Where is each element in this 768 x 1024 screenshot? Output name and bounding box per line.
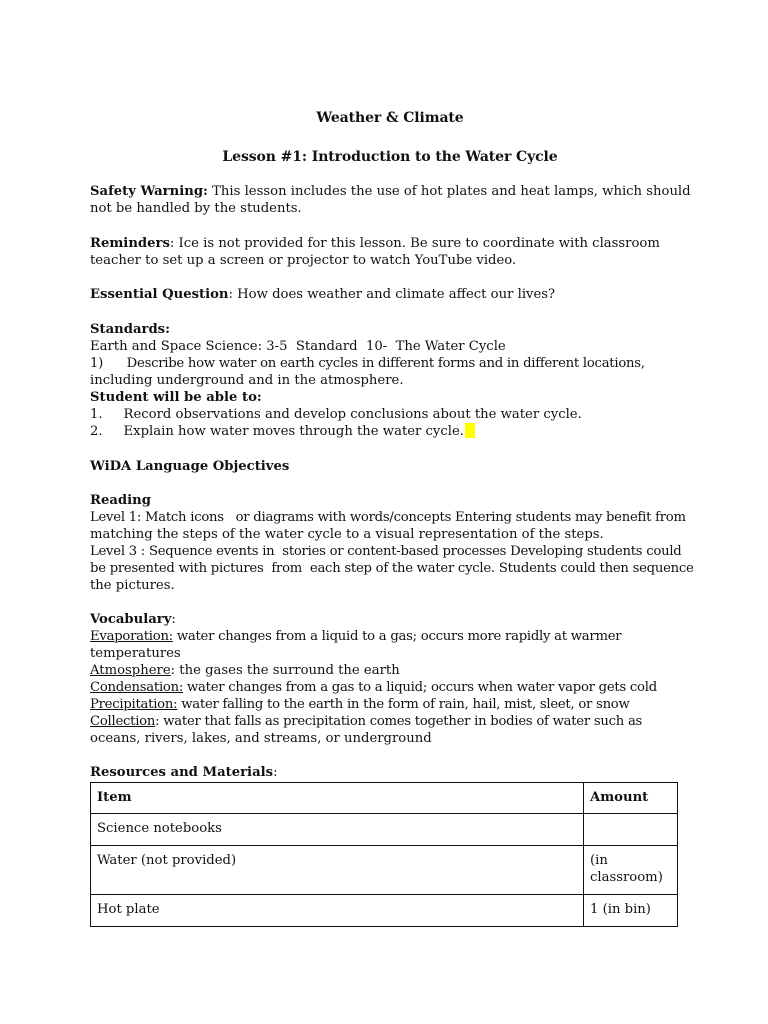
swbat-item-1: 1. Record observations and develop conclusions about the water cycle. <box>90 407 582 422</box>
swbat-heading: Student will be able to <box>90 390 257 405</box>
safety-text-line1: This lesson includes the use of hot plates and heat lamps, which should <box>212 184 691 199</box>
safety-warning-section <box>90 183 690 217</box>
reading-level1-line2: matching the steps of the water cycle to a visual representation of the steps. <box>90 527 604 542</box>
reading-level3-line1: Level 3 : Sequence events in stories or content-based processes Developing students could <box>90 544 682 559</box>
table-cell-item: Hot plate <box>91 895 584 927</box>
essential-colon: : <box>228 287 233 302</box>
essential-question-label: Essential Question <box>90 287 229 302</box>
safety-text-line2: not be handled by the students. <box>90 201 302 216</box>
vocabulary-section <box>90 611 690 747</box>
resources-colon: : <box>273 765 278 780</box>
table-cell-amount <box>584 814 678 846</box>
vocab-term-condensation: Condensation: <box>90 680 184 695</box>
resources-section <box>90 764 690 781</box>
standards-item-line2: including underground and in the atmosphere. <box>90 373 404 388</box>
resources-heading: Resources and Materials <box>90 765 274 780</box>
swbat-item-2: 2. Explain how water moves through the water cycle. <box>90 424 464 439</box>
swbat-section <box>90 389 690 440</box>
vocab-def-evaporation: water changes from a liquid to a gas; occurs more rapidly at warmer <box>172 629 622 644</box>
essential-question-section <box>90 286 690 303</box>
reminders-text-line1: Ice is not provided for this lesson. Be sure to coordinate with classroom <box>178 236 660 251</box>
reading-level1-line1: Level 1: Match icons or diagrams with words/concepts Entering students may benefit from <box>90 510 686 525</box>
reminders-section <box>90 235 690 269</box>
vocabulary-heading: Vocabulary <box>90 612 172 627</box>
wida-section <box>90 458 690 475</box>
standards-section <box>90 321 690 389</box>
reminders-text-line2: teacher to set up a screen or projector to watch YouTube video. <box>90 253 517 268</box>
standards-line1: Earth and Space Science: 3-5 Standard 10- The Water Cycle <box>90 339 506 354</box>
standards-item-line1: 1) Describe how water on earth cycles in different forms and in different locations, <box>90 356 645 371</box>
reading-level3-line3: the pictures. <box>90 578 175 593</box>
table-cell-amount: 1 (in bin) <box>584 895 678 927</box>
vocab-def-condensation: water changes from a gas to a liquid; occurs when water vapor gets cold <box>183 680 657 695</box>
reminders-colon: : <box>169 236 175 251</box>
reminders-label: Reminders <box>90 236 170 251</box>
essential-question-text: How does weather and climate affect our lives? <box>237 287 556 302</box>
vocab-def-evaporation-cont: temperatures <box>90 646 181 661</box>
table-row <box>91 814 678 846</box>
safety-warning-label: Safety Warning <box>90 184 204 199</box>
vocab-term-evaporation: Evaporation: <box>90 629 173 644</box>
table-row <box>91 846 678 895</box>
table-header-row <box>91 783 678 814</box>
table-cell-item: Science notebooks <box>91 814 584 846</box>
swbat-colon: : <box>256 390 262 405</box>
vocab-term-precipitation: Precipitation: <box>90 697 178 712</box>
table-cell-item: Water (not provided) <box>91 846 584 895</box>
safety-colon: : <box>203 184 208 199</box>
reading-heading: Reading <box>90 493 151 508</box>
column-header-amount: Amount <box>584 783 678 814</box>
document-title: Weather & Climate <box>316 110 464 126</box>
vocab-term-atmosphere: Atmosphere <box>90 663 171 678</box>
reading-level3-line2: be presented with pictures from each step of the water cycle. Students could then sequence <box>90 561 694 576</box>
highlight-mark <box>465 423 475 438</box>
table-row <box>91 895 678 927</box>
lesson-title: Lesson #1: Introduction to the Water Cycle <box>222 149 558 165</box>
materials-table <box>90 782 678 927</box>
vocab-def-precipitation: water falling to the earth in the form of rain, hail, mist, sleet, or snow <box>177 697 630 712</box>
column-header-item: Item <box>91 783 584 814</box>
vocab-term-collection: Collection <box>90 714 156 729</box>
reading-section <box>90 492 694 594</box>
standards-heading: Standards <box>90 322 166 337</box>
standards-colon: : <box>165 322 170 337</box>
vocab-def-atmosphere: : the gases the surround the earth <box>170 663 400 678</box>
vocab-def-collection-cont: oceans, rivers, lakes, and streams, or underground <box>90 731 432 746</box>
vocabulary-colon: : <box>171 612 176 627</box>
vocab-def-collection: : water that falls as precipitation comes together in bodies of water such as <box>155 714 643 729</box>
wida-heading: WiDA Language Objectives <box>90 459 290 474</box>
table-cell-amount: (in classroom) <box>584 846 678 895</box>
